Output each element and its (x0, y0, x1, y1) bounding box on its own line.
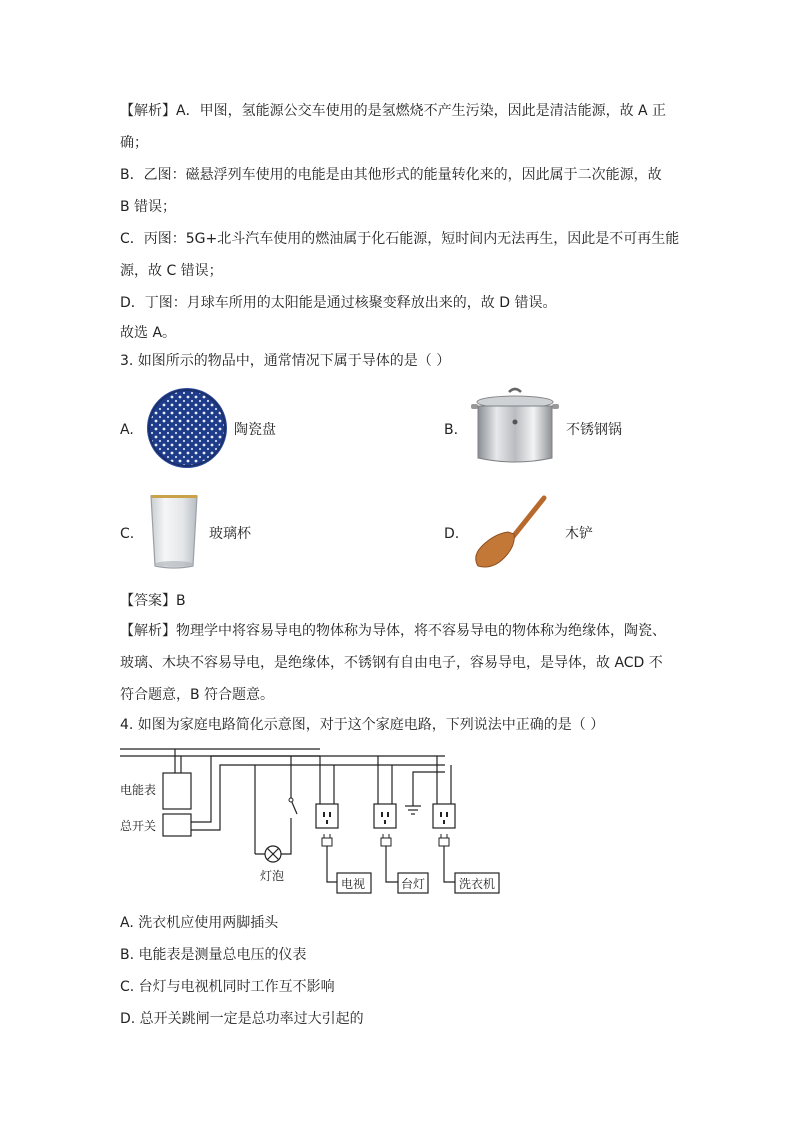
q3-analysis-line-1: 【解析】物理学中将容易导电的物体称为导体，将不容易导电的物体称为绝缘体，陶瓷、 (120, 623, 666, 639)
desk-lamp-label: 台灯 (401, 877, 426, 891)
stainless-pot-image (466, 386, 564, 468)
wooden-spatula-image (470, 494, 550, 572)
analysis-line-4: B 错误； (120, 199, 177, 215)
tv-label: 电视 (341, 877, 366, 891)
q4-option-a: A. 洗衣机应使用两脚插头 (120, 915, 279, 931)
q3-answer: 【答案】B (120, 593, 186, 609)
lamp-label: 灯泡 (260, 869, 285, 883)
analysis-line-8: 故选 A。 (120, 325, 177, 341)
analysis-line-6: 源，故 C 错误； (120, 263, 223, 279)
q4-option-d: D. 总开关跳闸一定是总功率过大引起的 (120, 1011, 364, 1027)
q3-option-c-letter: C. (120, 526, 135, 542)
analysis-line-5: C．丙图：5G+北斗汽车使用的燃油属于化石能源，短时间内无法再生，因此是不可再生能 (120, 231, 680, 247)
q3-stem: 3. 如图所示的物品中，通常情况下属于导体的是（ ） (120, 353, 451, 369)
household-circuit-diagram (115, 742, 525, 902)
q3-option-d-text: 木铲 (565, 526, 593, 542)
analysis-line-7: D．丁图：月球车所用的太阳能是通过核聚变释放出来的，故 D 错误。 (120, 295, 557, 311)
washer-label: 洗衣机 (459, 877, 496, 891)
analysis-line-3: B．乙图：磁悬浮列车使用的电能是由其他形式的能量转化来的，因此属于二次能源，故 (120, 167, 662, 183)
main-switch-label: 总开关 (120, 819, 157, 833)
q3-option-c-text: 玻璃杯 (209, 526, 251, 542)
q3-option-a-letter: A. (120, 422, 134, 438)
lamp-icon (265, 846, 281, 862)
q4-stem: 4. 如图为家庭电路简化示意图，对于这个家庭电路，下列说法中正确的是（ ） (120, 717, 605, 733)
meter-label: 电能表 (120, 783, 157, 797)
q3-option-a-text: 陶瓷盘 (234, 422, 276, 438)
q3-analysis-line-2: 玻璃、木块不容易导电，是绝缘体，不锈钢有自由电子，容易导电，是导体，故 ACD 不 (120, 655, 663, 671)
q3-option-b-text: 不锈钢锅 (566, 422, 622, 438)
q4-option-c: C. 台灯与电视机同时工作互不影响 (120, 979, 335, 995)
q3-option-b-letter: B. (444, 422, 459, 438)
q3-analysis-line-3: 符合题意，B 符合题意。 (120, 687, 275, 703)
q4-option-b: B. 电能表是测量总电压的仪表 (120, 947, 307, 963)
analysis-line-2: 确； (120, 135, 148, 151)
analysis-line-1: 【解析】A．甲图，氢能源公交车使用的是氢燃烧不产生污染，因此是清洁能源，故 A 正 (120, 103, 667, 119)
blue-plate-image (146, 387, 228, 469)
q3-option-d-letter: D. (444, 526, 460, 542)
glass-cup-image (148, 492, 200, 572)
